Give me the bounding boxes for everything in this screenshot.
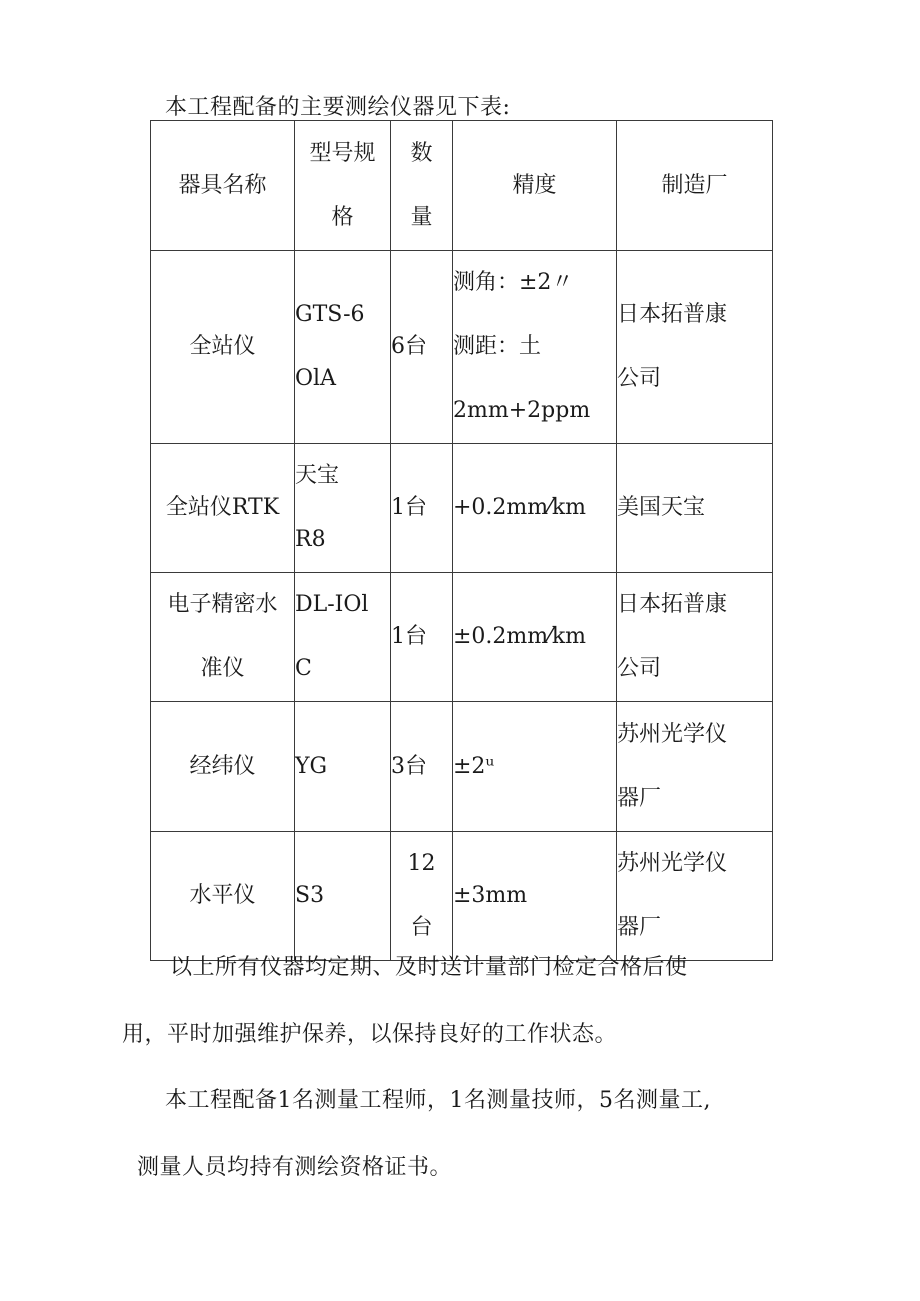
- cell-model: DL-IOl C: [295, 573, 391, 702]
- cell-qty: 12 台: [391, 832, 453, 961]
- cell-model: YG: [295, 702, 391, 832]
- cell-qty: 1台: [391, 444, 453, 573]
- table-row: [151, 251, 773, 444]
- cell-name: 经纬仪: [151, 702, 295, 832]
- cell-qty: 1台: [391, 573, 453, 702]
- cell-accuracy: ±3mm: [453, 832, 617, 961]
- cell-name: 水平仪: [151, 832, 295, 961]
- intro-text: 本工程配备的主要测绘仪器见下表:: [165, 95, 511, 120]
- header-name: 器具名称: [151, 121, 295, 251]
- cell-model: GTS-6 OlA: [295, 251, 391, 444]
- header-qty: 数 量: [391, 121, 453, 251]
- cell-accuracy: ±0.2mm⁄km: [453, 573, 617, 702]
- cell-name: 全站仪: [151, 251, 295, 444]
- cell-accuracy: +0.2mm⁄km: [453, 444, 617, 573]
- paragraph-2-line-1: 本工程配备1名测量工程师，1名测量技师，5名测量工,: [165, 1088, 711, 1113]
- cell-manufacturer: 美国天宝: [617, 444, 773, 573]
- cell-model: 天宝 R8: [295, 444, 391, 573]
- paragraph-2-line-2: 测量人员均持有测绘资格证书。: [137, 1155, 453, 1180]
- instrument-table: [150, 120, 773, 961]
- cell-name: 全站仪RTK: [151, 444, 295, 573]
- cell-accuracy: ±2ᵘ: [453, 702, 617, 832]
- table-row: [151, 573, 773, 702]
- header-accuracy: 精度: [453, 121, 617, 251]
- table-header-row: [151, 121, 773, 251]
- header-model: 型号规 格: [295, 121, 391, 251]
- header-manufacturer: 制造厂: [617, 121, 773, 251]
- cell-manufacturer: 苏州光学仪 器厂: [617, 702, 773, 832]
- table-row: [151, 444, 773, 573]
- paragraph-1-line-1: 以上所有仪器均定期、及时送计量部门检定合格后使: [170, 955, 688, 980]
- cell-model: S3: [295, 832, 391, 961]
- cell-manufacturer: 苏州光学仪 器厂: [617, 832, 773, 961]
- table-row: [151, 832, 773, 961]
- cell-manufacturer: 日本拓普康 公司: [617, 573, 773, 702]
- cell-accuracy: 测角：±2〃 测距：土 2mm+2ppm: [453, 251, 617, 444]
- cell-name: 电子精密水 准仪: [151, 573, 295, 702]
- cell-manufacturer: 日本拓普康 公司: [617, 251, 773, 444]
- cell-qty: 6台: [391, 251, 453, 444]
- paragraph-1-line-2: 用，平时加强维护保养，以保持良好的工作状态。: [122, 1022, 618, 1047]
- table-row: [151, 702, 773, 832]
- cell-qty: 3台: [391, 702, 453, 832]
